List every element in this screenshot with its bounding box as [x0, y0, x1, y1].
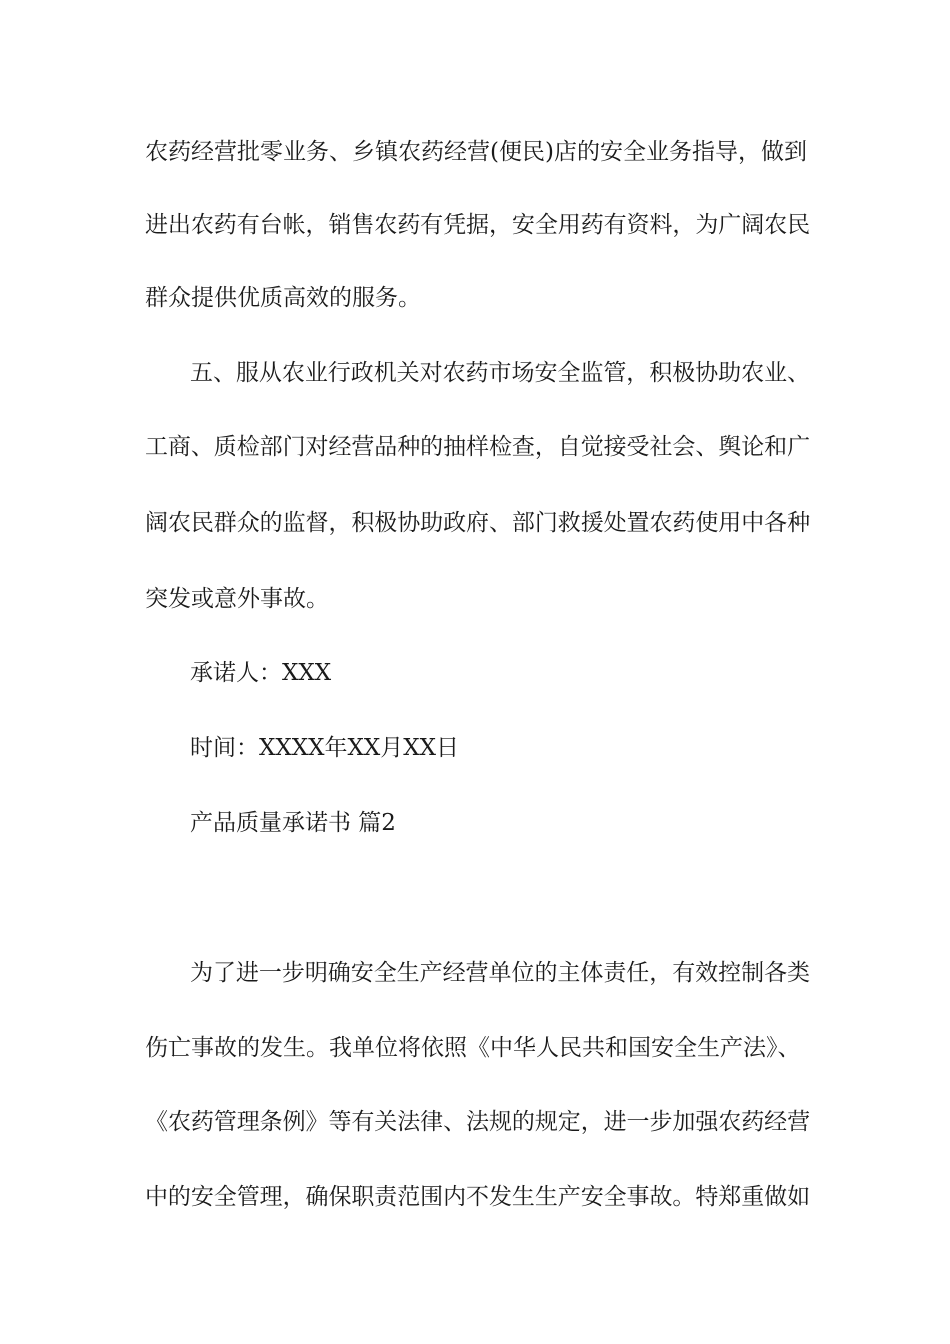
signatory-line: 承诺人：XXX — [190, 660, 332, 686]
text-line-5: 工商、质检部门对经营品种的抽样检查，自觉接受社会、舆论和广 — [145, 434, 810, 460]
text-line-12: 伤亡事故的发生。我单位将依照《中华人民共和国安全生产法》、 — [145, 1035, 801, 1061]
text-line-2: 进出农药有台帐，销售农药有凭据，安全用药有资料，为广阔农民 — [145, 212, 810, 238]
text-line-3: 群众提供优质高效的服务。 — [145, 285, 421, 311]
section-heading: 产品质量承诺书 篇2 — [190, 810, 396, 836]
text-line-11: 为了进一步明确安全生产经营单位的主体责任，有效控制各类 — [190, 960, 810, 986]
text-line-4: 五、服从农业行政机关对农药市场安全监管，积极协助农业、 — [190, 360, 810, 386]
text-line-1: 农药经营批零业务、乡镇农药经营(便民)店的安全业务指导，做到 — [145, 139, 807, 165]
text-line-7: 突发或意外事故。 — [145, 586, 329, 612]
text-line-13: 《农药管理条例》等有关法律、法规的规定，进一步加强农药经营 — [145, 1109, 810, 1135]
date-line: 时间：XXXX年XX月XX日 — [190, 735, 459, 761]
text-line-6: 阔农民群众的监督，积极协助政府、部门救援处置农药使用中各种 — [145, 510, 810, 536]
text-line-14: 中的安全管理，确保职责范围内不发生生产安全事故。特郑重做如 — [145, 1184, 810, 1210]
